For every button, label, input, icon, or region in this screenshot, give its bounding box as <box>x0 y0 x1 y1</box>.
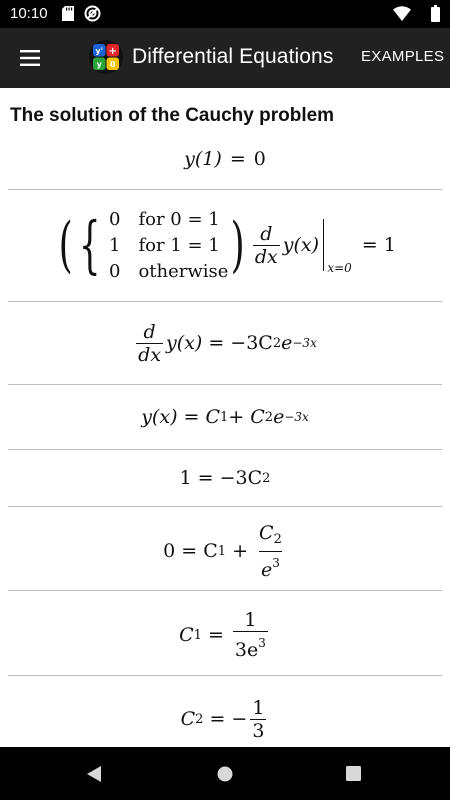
case-value: 1 <box>109 234 121 256</box>
fraction <box>250 697 266 742</box>
battery-icon <box>431 5 440 22</box>
subscript: 2 <box>273 531 282 547</box>
derivative-operator <box>253 223 280 268</box>
fraction-denominator: 3e <box>234 639 259 661</box>
eq4-lhs: y(x) = C <box>141 406 221 428</box>
eq6-lhs: 0 = C <box>163 540 218 562</box>
eq7-equals: = <box>201 624 230 646</box>
divider <box>8 590 442 591</box>
derivative-denominator: dx <box>254 245 278 268</box>
page-heading: The solution of the Cauchy problem <box>10 105 335 126</box>
svg-text:y': y' <box>95 46 104 56</box>
home-icon[interactable] <box>217 766 233 782</box>
divider <box>8 449 442 450</box>
fraction-numerator: 1 <box>252 696 265 719</box>
eq1-equals: = <box>229 148 246 170</box>
fraction <box>233 609 268 661</box>
divider <box>8 189 442 190</box>
divider <box>8 506 442 507</box>
exponent: −3x <box>284 410 309 424</box>
divider <box>8 384 442 385</box>
svg-text:0: 0 <box>109 60 116 69</box>
derivative-operator <box>136 321 163 366</box>
app-bar <box>0 28 450 88</box>
svg-text:+: + <box>108 45 117 57</box>
sd-card-icon <box>62 6 74 21</box>
subscript: 2 <box>195 711 204 727</box>
status-bar <box>0 0 450 28</box>
eval-point: x=0 <box>327 261 352 275</box>
fraction-numerator: C <box>259 521 274 544</box>
left-brace: { <box>78 208 101 281</box>
status-time: 10:10 <box>10 5 48 22</box>
derivative-numerator: d <box>143 320 156 343</box>
eq2-rhs: = 1 <box>361 234 396 256</box>
subscript: 1 <box>193 627 202 643</box>
eq5-text: 1 = −3C <box>179 467 263 489</box>
equation-initial-condition-1 <box>0 144 450 174</box>
equation-general-solution <box>0 402 450 432</box>
examples-button[interactable]: EXAMPLES <box>361 48 445 65</box>
exp-base: e <box>281 332 293 354</box>
eq2-function: y(x) <box>282 234 320 256</box>
eval-bar <box>323 219 324 271</box>
case-condition: for 1 = 1 <box>138 234 220 256</box>
eq4-mid: + C <box>228 406 265 428</box>
derivative-denominator: dx <box>138 343 162 366</box>
eq3-coefficient: = −3C <box>208 332 273 354</box>
case-condition: otherwise <box>138 260 229 282</box>
subscript: 1 <box>217 543 227 559</box>
equation-c2-value <box>0 688 450 747</box>
exponent: −3x <box>292 336 317 350</box>
svg-text:y: y <box>96 60 102 69</box>
do-not-disturb-icon <box>84 5 101 22</box>
case-value: 0 <box>109 208 121 230</box>
fraction-denominator: e <box>261 558 273 581</box>
eq3-lhs: y(x) <box>166 332 203 354</box>
eq1-lhs: y(1) <box>184 148 222 170</box>
case-condition: for 0 = 1 <box>138 208 220 230</box>
subscript: 1 <box>220 409 229 425</box>
system-nav-bar <box>0 747 450 800</box>
equation-c1-value <box>0 604 450 666</box>
wifi-icon <box>393 6 411 21</box>
exponent: 3 <box>258 636 266 650</box>
exp-base: e <box>273 406 285 428</box>
equation-condition-2 <box>0 520 450 582</box>
fraction-numerator: 1 <box>244 609 257 631</box>
solution-content <box>0 88 450 747</box>
equation-derivative <box>0 314 450 372</box>
eq8-lhs: C <box>180 708 196 730</box>
app-title: Differential Equations <box>132 45 334 68</box>
equation-condition-1 <box>0 463 450 493</box>
back-icon[interactable] <box>86 765 102 783</box>
divider <box>8 301 442 302</box>
eq6-plus: + <box>226 540 255 562</box>
eq7-lhs: C <box>179 624 194 646</box>
eq1-rhs: 0 <box>253 148 266 170</box>
subscript: 2 <box>264 409 274 425</box>
recent-apps-icon[interactable] <box>346 766 361 781</box>
left-paren: ( <box>58 210 73 280</box>
eq8-equals: = − <box>203 708 248 730</box>
fraction-denominator: 3 <box>252 719 265 742</box>
piecewise-cases <box>109 207 228 284</box>
exponent: 3 <box>272 555 280 570</box>
fraction <box>257 522 284 581</box>
hamburger-menu-icon[interactable] <box>18 47 42 69</box>
derivative-numerator: d <box>260 222 273 245</box>
subscript: 2 <box>262 470 271 486</box>
divider <box>8 675 442 676</box>
equation-initial-condition-2 <box>0 199 450 291</box>
subscript: 2 <box>272 335 282 351</box>
case-value: 0 <box>109 260 121 282</box>
app-logo-icon <box>89 40 123 74</box>
right-paren: ) <box>231 210 246 280</box>
